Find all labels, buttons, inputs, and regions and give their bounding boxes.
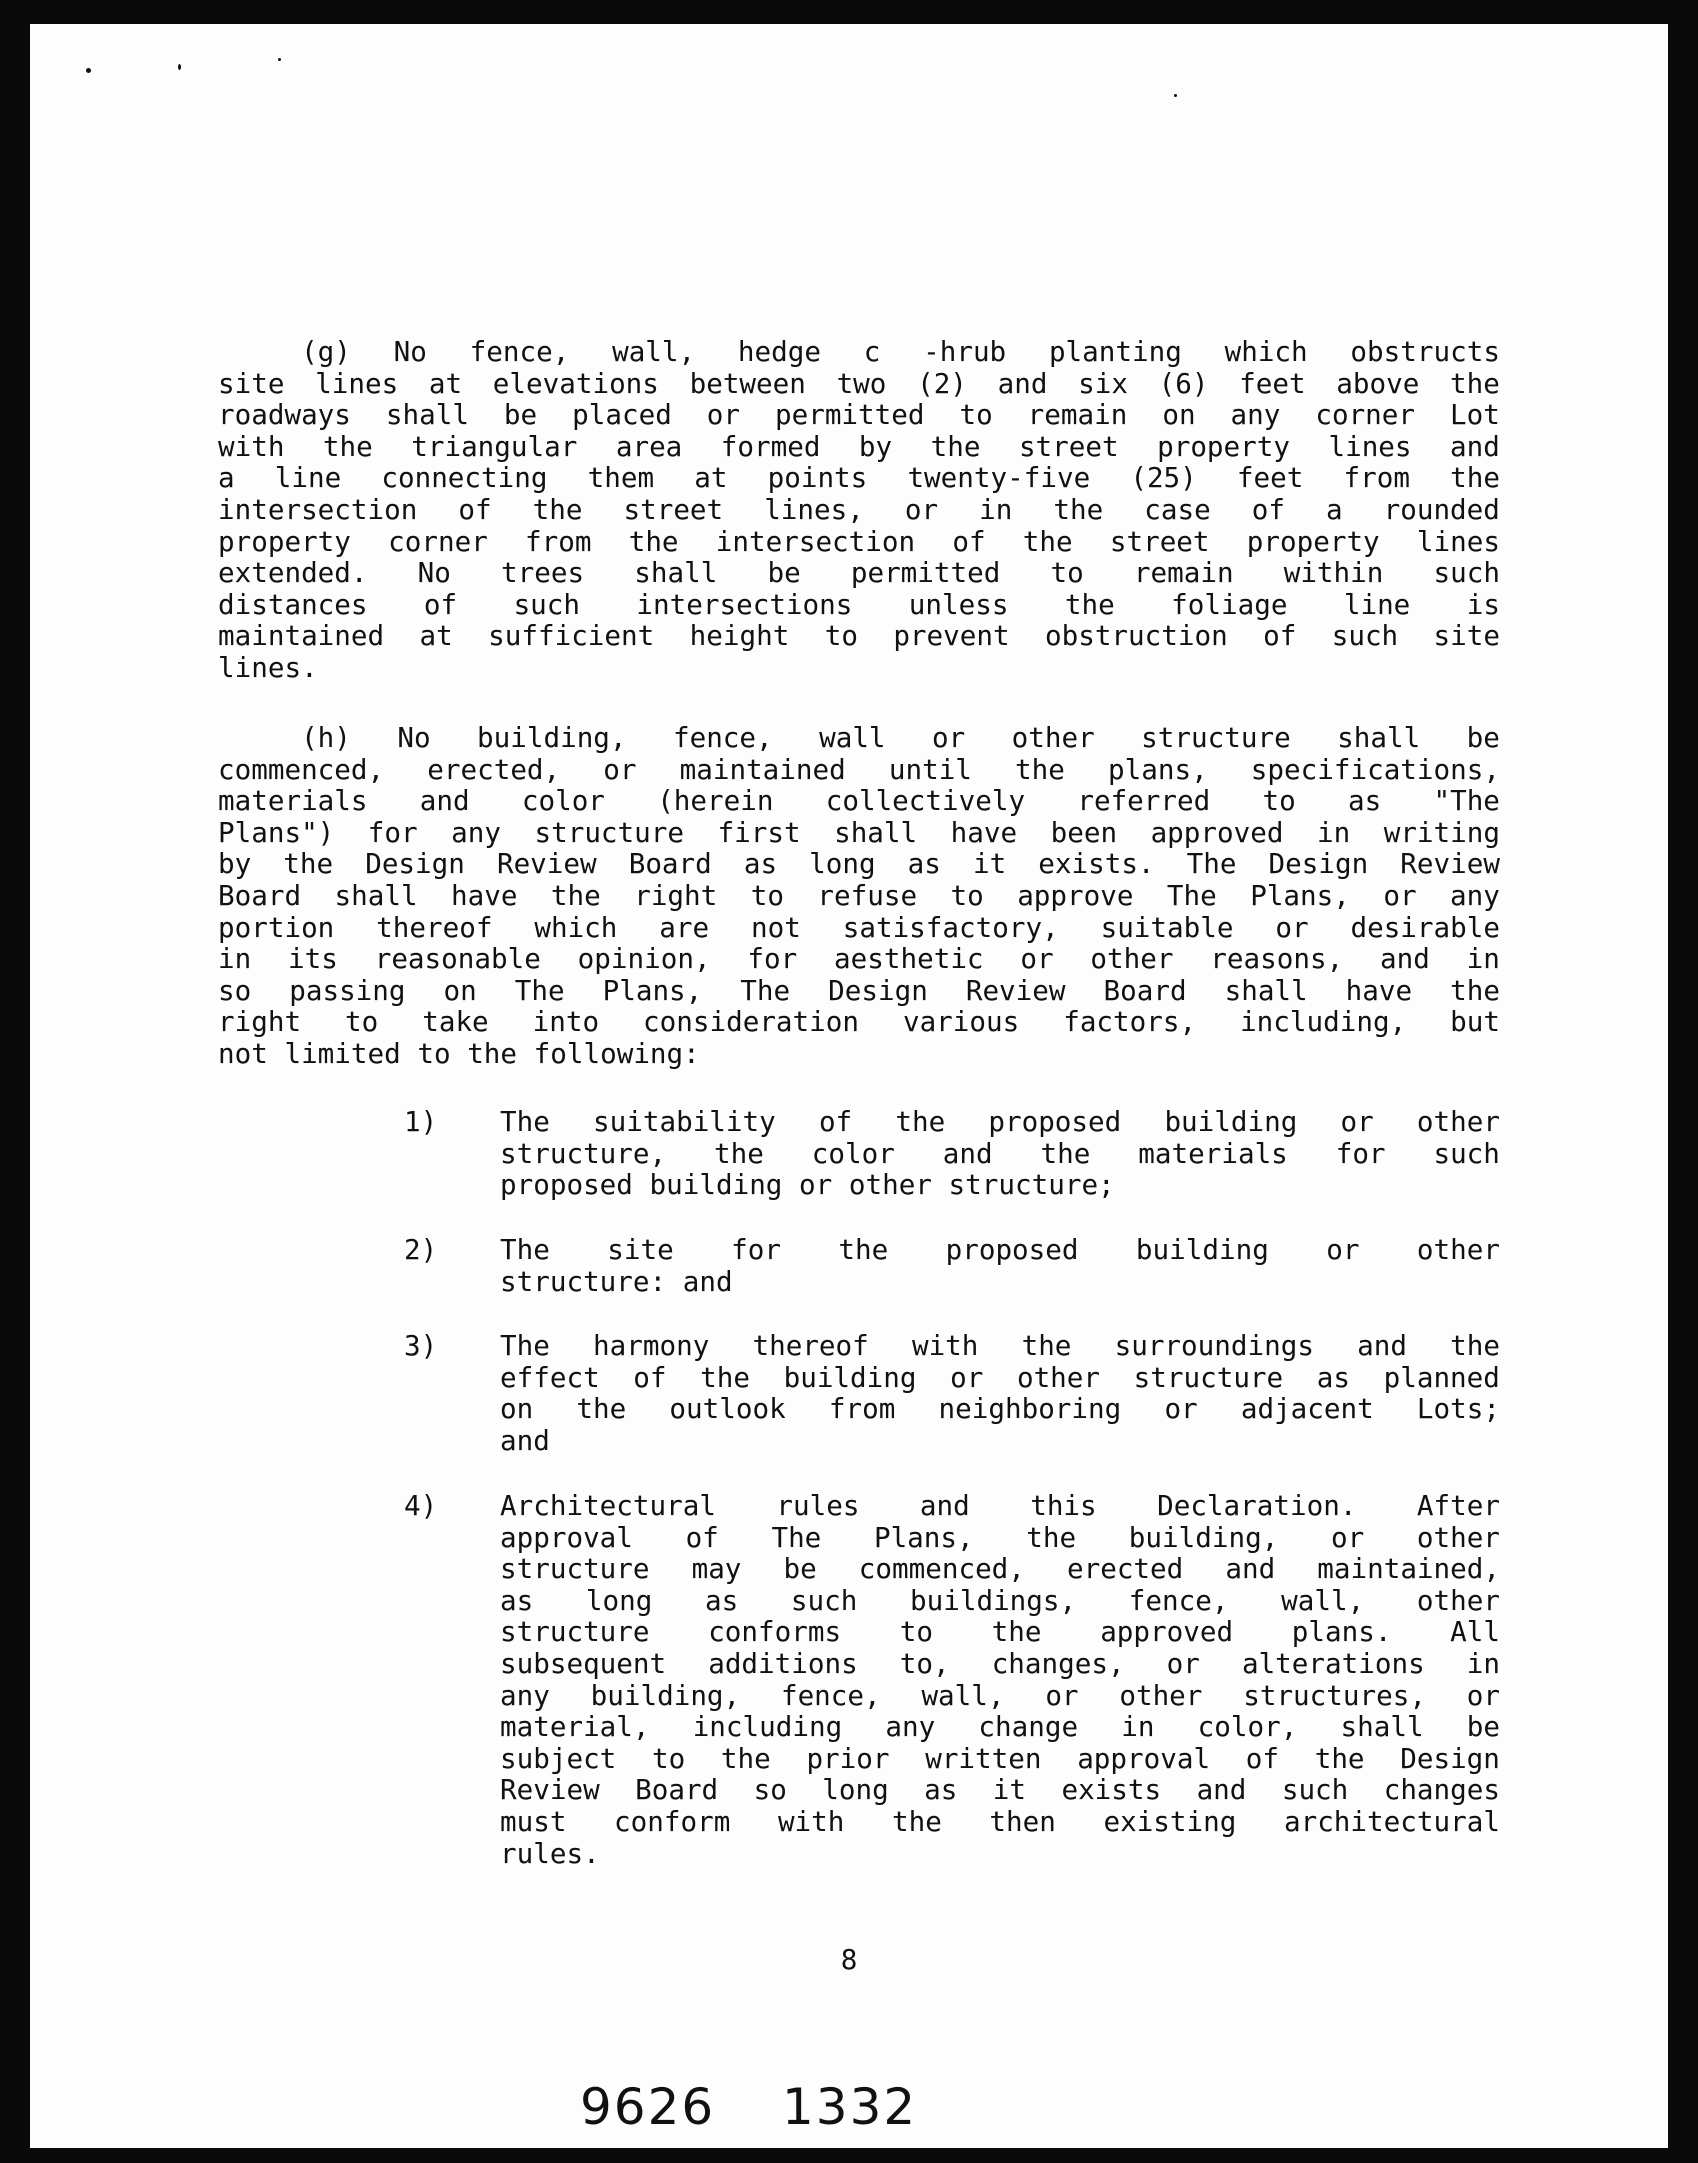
text-line: in its reasonable opinion, for aesthetic or other reasons, and in [218,942,1500,976]
text-line: a line connecting them at points twenty-five (25) feet from the [218,461,1500,495]
scan-speck [178,64,181,70]
text-line: The suitability of the proposed building or other [500,1105,1500,1138]
text-line: portion thereof which are not satisfactory, suitable or desirable [218,910,1500,944]
scan-speck [1174,94,1177,97]
list-item-body [500,1106,1500,1201]
list-item-number: 2) [404,1233,438,1266]
text-line: roadways shall be placed or permitted to remain on any corner Lot [218,398,1500,432]
text-line: (h) No building, fence, wall or other structure shall be [218,721,1500,754]
text-line: The harmony thereof with the surroundings and the [500,1329,1500,1362]
text-line: with the triangular area formed by the street property lines and [218,429,1500,463]
text-line: Architectural rules and this Declaration. After [500,1489,1500,1522]
text-line: Board shall have the right to refuse to approve The Plans, or any [218,878,1500,912]
document-page [30,24,1668,2148]
scan-speck [86,68,91,73]
list-item-number: 1) [404,1105,438,1138]
text-line: structure conforms to the approved plans. All [500,1615,1500,1649]
text-line: The site for the proposed building or other [500,1233,1500,1266]
text-line: Plans") for any structure first shall have been approved in writing [218,815,1500,849]
text-line: material, including any change in color, shall be [500,1710,1500,1744]
list-item-body [500,1490,1500,1869]
text-line: rules. [500,1836,600,1870]
text-line: maintained at sufficient height to prevent obstruction of such site [218,619,1500,653]
text-line: subsequent additions to, changes, or alterations in [500,1646,1500,1680]
text-line: distances of such intersections unless the foliage line is [218,587,1500,621]
text-line: lines. [218,650,318,684]
text-line: any building, fence, wall, or other structures, or [500,1678,1500,1712]
text-line: approval of The Plans, the building, or other [500,1520,1500,1554]
paragraph-h [218,722,1500,1070]
text-line: (g) No fence, wall, hedge c -hrub planting which obstructs [218,335,1500,368]
text-line: as long as such buildings, fence, wall, other [500,1583,1500,1617]
document-id-left: 9626 [580,2078,716,2136]
text-line: by the Design Review Board as long as it exists. The Design Review [218,847,1500,881]
text-line: right to take into consideration various factors, including, but [218,1005,1500,1039]
text-line: and [500,1423,550,1457]
text-line: extended. No trees shall be permitted to remain within such [218,556,1500,590]
text-line: Review Board so long as it exists and such changes [500,1773,1500,1807]
text-line: intersection of the street lines, or in the case of a rounded [218,492,1500,526]
list-item-body [500,1234,1500,1297]
text-line: commenced, erected, or maintained until the plans, specifications, [218,752,1500,786]
text-line: not limited to the following: [218,1036,700,1070]
document-id-right: 1332 [782,2078,918,2136]
text-line: effect of the building or other structure as planned [500,1360,1500,1394]
text-line: on the outlook from neighboring or adjacent Lots; [500,1392,1500,1426]
text-line: structure: and [500,1264,733,1298]
text-line: so passing on The Plans, The Design Review Board shall have the [218,973,1500,1007]
text-line: must conform with the then existing architectural [500,1804,1500,1838]
text-line: structure, the color and the materials for such [500,1136,1500,1170]
text-line: site lines at elevations between two (2) and six (6) feet above the [218,366,1500,400]
list-item-body [500,1330,1500,1456]
text-line: subject to the prior written approval of the Design [500,1741,1500,1775]
text-line: materials and color (herein collectively referred to as "The [218,784,1500,818]
scan-speck [278,58,281,61]
page-number: 8 [840,1943,858,1976]
paragraph-g [218,336,1500,684]
list-item-number: 4) [404,1489,438,1522]
list-item-number: 3) [404,1329,438,1362]
text-line: proposed building or other structure; [500,1168,1115,1202]
text-line: property corner from the intersection of the street property lines [218,524,1500,558]
text-line: structure may be commenced, erected and maintained, [500,1552,1500,1586]
